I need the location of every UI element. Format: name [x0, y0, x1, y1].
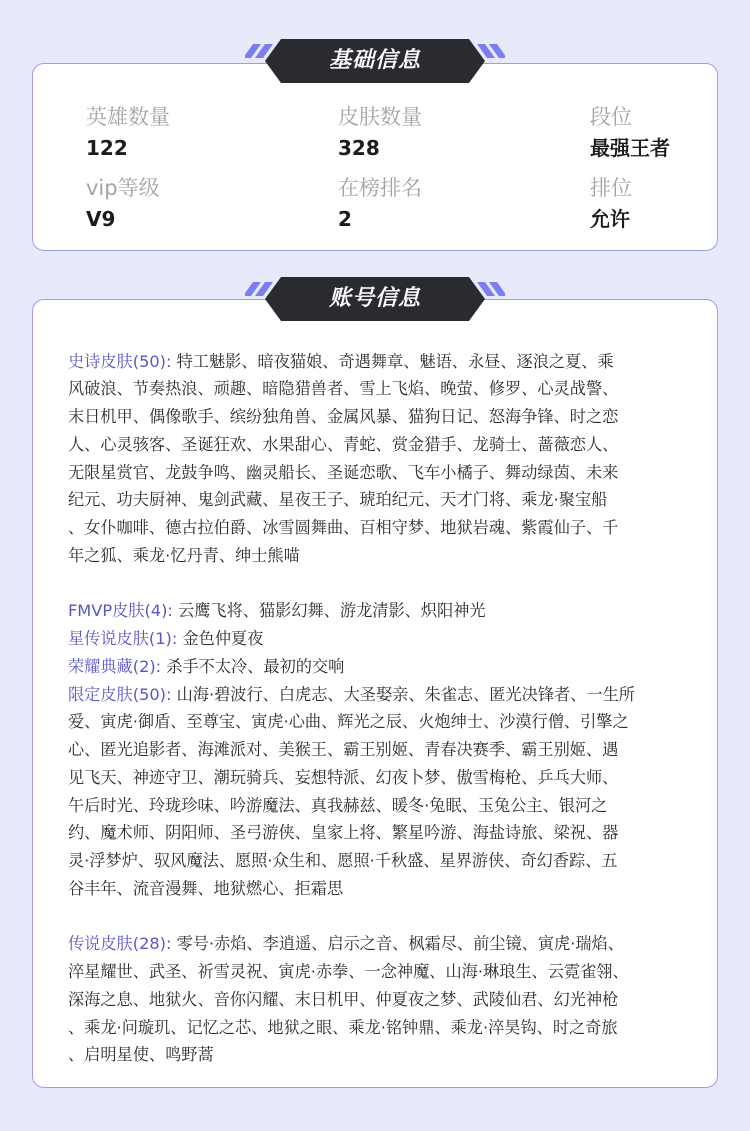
skin-names: 年之狐、乘龙·忆丹青、绅士熊喵	[68, 545, 300, 565]
skin-names: 零号·赤焰、李逍遥、启示之音、枫霜尽、前尘镜、寅虎·瑞焰、	[171, 934, 624, 954]
skin-category-label: 荣耀典藏(2):	[68, 656, 162, 676]
stat-vip-level	[86, 174, 160, 233]
skin-list-line	[68, 875, 708, 903]
stat-value: 允许	[590, 207, 630, 231]
skin-list-line	[68, 958, 708, 986]
skin-category-line	[68, 930, 708, 958]
skin-names: 午后时光、玲珑珍味、吟游魔法、真我赫兹、暖冬·兔眠、玉兔公主、银河之	[68, 795, 608, 815]
skin-list-line	[68, 459, 708, 487]
skin-names: 风破浪、节奏热浪、顽趣、暗隐猎兽者、雪上飞焰、晚萤、修罗、心灵战警、	[68, 379, 619, 399]
stat-label: 在榜排名	[338, 176, 422, 200]
skin-list-line	[68, 819, 708, 847]
skin-category-line	[68, 653, 708, 681]
skin-list-line	[68, 542, 708, 570]
skin-category-line	[68, 625, 708, 653]
stat-value: 122	[86, 136, 128, 160]
skin-names: 杀手不太冷、最初的交响	[161, 656, 345, 676]
stat-label: 排位	[590, 176, 632, 200]
skin-names: 、乘龙·问璇玑、记忆之芯、地狱之眼、乘龙·铭钟鼎、乘龙·淬昊钩、时之奇旅	[68, 1017, 618, 1037]
skin-names: 特工魅影、暗夜猫娘、奇遇舞章、魅语、永昼、逐浪之夏、乘	[171, 351, 614, 371]
skin-category-line	[68, 597, 708, 625]
skin-list-line	[68, 403, 708, 431]
skin-category-line	[68, 348, 708, 376]
skin-names: 灵·浮梦炉、驭风魔法、愿照·众生和、愿照·千秋盛、星界游侠、奇幻香踪、五	[68, 851, 618, 870]
skin-category-line	[68, 681, 708, 709]
account-info-banner	[245, 276, 505, 324]
skin-list-line	[68, 764, 708, 792]
skin-list-line	[68, 375, 708, 403]
stat-value: 2	[338, 207, 352, 231]
stat-label: 皮肤数量	[338, 105, 422, 129]
skin-list-line	[68, 986, 708, 1014]
skin-names: 金色仲夏夜	[177, 629, 264, 648]
stat-value: V9	[86, 207, 116, 231]
skin-list-line	[68, 708, 708, 736]
skin-category-label: 星传说皮肤(1):	[68, 629, 178, 648]
skin-names: 见飞天、神迹守卫、潮玩骑兵、妄想特派、幻夜卜梦、傲雪梅枪、乒乓大师、	[68, 767, 619, 787]
skin-names: 无限星赏官、龙鼓争鸣、幽灵船长、圣诞恋歌、飞车小橘子、舞动绿茵、未来	[68, 462, 619, 482]
skin-list-line	[68, 1014, 708, 1042]
stat-label: vip等级	[86, 176, 160, 200]
account-info-title: 账号信息	[328, 286, 421, 311]
skin-names: 山海·碧波行、白虎志、大圣娶亲、朱雀志、匿光决锋者、一生所	[171, 684, 635, 704]
stat-hero-count	[86, 103, 170, 162]
skin-category-label: FMVP皮肤(4):	[68, 601, 173, 621]
skin-names: 深海之息、地狱火、音你闪耀、末日机甲、仲夏夜之梦、武陵仙君、幻光神枪	[68, 989, 619, 1009]
skin-names: 、女仆咖啡、德古拉伯爵、冰雪圆舞曲、百相守梦、地狱岩魂、紫霞仙子、千	[68, 518, 619, 537]
skin-list-line	[68, 514, 708, 542]
stat-ranked-allowed	[590, 174, 632, 233]
stat-label: 英雄数量	[86, 105, 170, 129]
skin-names: 淬星耀世、武圣、祈雪灵祝、寅虎·赤拳、一念神魔、山海·琳琅生、云霓雀翎、	[68, 962, 629, 981]
basic-info-banner	[245, 38, 505, 86]
skin-category-label: 限定皮肤(50):	[68, 684, 172, 704]
skin-names: 爱、寅虎·御盾、至尊宝、寅虎·心曲、辉光之辰、火炮绅士、沙漠行僧、引擎之	[68, 712, 629, 732]
basic-info-title: 基础信息	[328, 48, 421, 73]
stat-value: 最强王者	[590, 136, 670, 160]
skin-list-line	[68, 431, 708, 459]
skin-names: 末日机甲、偶像歌手、缤纷独角兽、金属风暴、猫狗日记、怒海争锋、时之恋	[68, 407, 619, 426]
skin-names: 云鹰飞将、猫影幻舞、游龙清影、炽阳神光	[172, 601, 486, 621]
stat-value: 328	[338, 136, 380, 160]
skin-names: 约、魔术师、阴阳师、圣弓游侠、皇家上将、繁星吟游、海盐诗旅、梁祝、器	[68, 823, 619, 843]
skin-list-line	[68, 736, 708, 764]
skin-list-line	[68, 792, 708, 820]
stat-label: 段位	[590, 105, 632, 129]
stat-rank-tier	[590, 103, 670, 162]
skin-names: 谷丰年、流音漫舞、地狱燃心、拒霜思	[68, 878, 344, 898]
stat-leaderboard-rank	[338, 174, 422, 233]
skin-names: 纪元、功夫厨神、鬼剑武藏、星夜王子、琥珀纪元、天才门将、乘龙·聚宝船	[68, 490, 608, 510]
skin-list-line	[68, 486, 708, 514]
skin-list-line	[68, 847, 708, 875]
stat-skin-count	[338, 103, 422, 162]
skin-names: 人、心灵骇客、圣诞狂欢、水果甜心、青蛇、赏金猎手、龙骑士、蔷薇恋人、	[68, 434, 619, 454]
skin-category-label: 史诗皮肤(50):	[68, 351, 172, 371]
skin-list-line	[68, 1041, 708, 1069]
skin-names: 、启明星使、鸣野蒿	[68, 1045, 214, 1065]
skin-category-label: 传说皮肤(28):	[68, 934, 172, 954]
skin-names: 心、匿光追影者、海滩派对、美猴王、霸王别姬、青春决赛季、霸王别姬、遇	[68, 740, 619, 759]
